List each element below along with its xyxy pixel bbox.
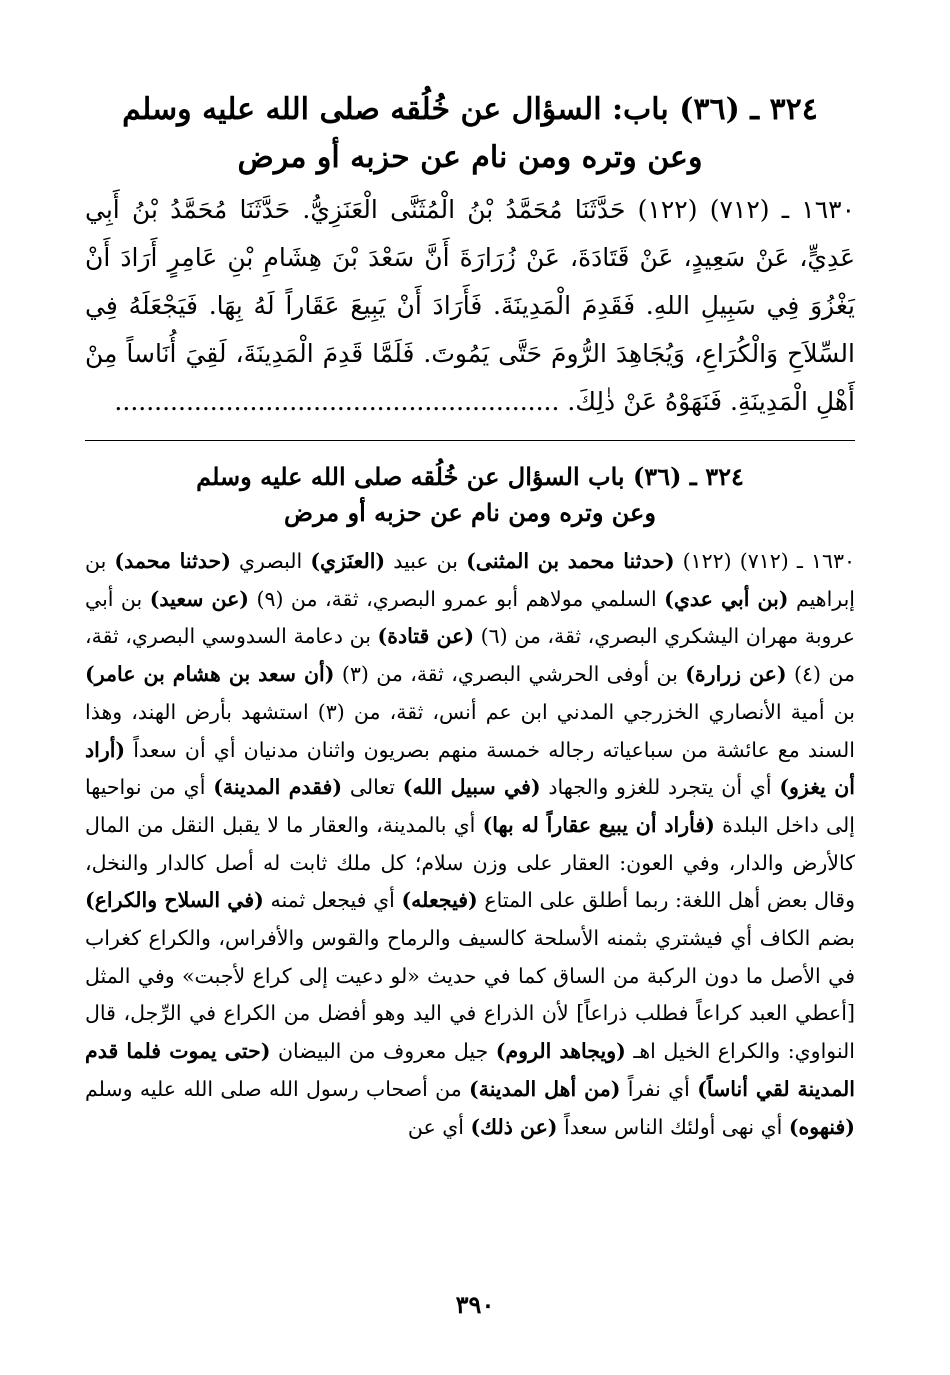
commentary-text <box>85 543 855 1146</box>
commentary-segment: أي نفراً <box>620 1076 698 1101</box>
quoted-phrase: (عن ذلك) <box>470 1114 558 1139</box>
commentary-segment: أي فيجعل ثمنه <box>263 888 402 913</box>
chapter-title-line-2: وعن وتره ومن نام عن حزبه أو مرض <box>237 140 703 175</box>
quoted-phrase: (حتى يموت فلما قدم المدينة لقي أناساً) <box>85 1039 855 1101</box>
commentary-segment: أي بالمدينة، والعقار ما لا يقبل النقل من المال كالأرض والدار، وفي العون: العقار على وزن سلام؛ كل ملك ثابت له أصل كالدار والنخل، وقال بعض أهل اللغة: ربما أطلق على المتاع <box>85 812 855 913</box>
quoted-phrase: (بن أبي عدي) <box>664 586 789 611</box>
commentary-segment: جيل معروف من البيضان <box>270 1039 496 1064</box>
quoted-phrase: (فأراد أن يبيع عقاراً له بها) <box>482 812 715 837</box>
quoted-phrase: (من أهل المدينة) <box>469 1076 621 1101</box>
commentary-segment: ١٦٣٠ ـ (٧١٢) (١٢٢) <box>674 549 856 573</box>
commentary-heading <box>85 459 855 531</box>
quoted-phrase: (في سبيل الله) <box>402 775 541 800</box>
commentary-segment: أي نهى أولئك الناس سعداً <box>557 1114 789 1139</box>
commentary-segment: بن أوفى الحرشي البصري، ثقة، من (٣) <box>334 662 686 687</box>
quoted-phrase: (عن قتادة) <box>377 624 475 649</box>
commentary-segment: بن أبي عروبة مهران اليشكري البصري، ثقة، من (٦) <box>85 586 856 649</box>
section-divider <box>85 440 855 441</box>
quoted-phrase: (حدثنا محمد بن المثنى) <box>466 549 675 573</box>
hadith-text <box>85 186 855 426</box>
quoted-phrase: (فيجعله) <box>401 888 478 913</box>
quoted-phrase: (أراد أن يغزو) <box>85 737 855 800</box>
commentary-segment: أي أن يتجرد للغزو والجهاد <box>540 775 780 800</box>
chapter-heading <box>85 90 855 178</box>
commentary-segment: أي عن <box>407 1114 471 1139</box>
commentary-title-line-2: وعن وتره ومن نام عن حزبه أو مرض <box>284 498 656 527</box>
commentary-segment: البصري <box>230 549 311 573</box>
commentary-segment: من أصحاب رسول الله صلى الله عليه وسلم <box>85 1076 470 1101</box>
commentary-paragraph <box>85 543 855 1146</box>
quoted-phrase: (فقدم المدينة) <box>213 775 343 800</box>
hadith-body: ١٦٣٠ ـ (٧١٢) (١٢٢) حَدَّثَنَا مُحَمَّدُ بْنُ الْمُثَنَّى الْعَنَزِيُّ. حَدَّثَنَا مُحَمَّدُ بْنُ أَبِي عَدِيٍّ، عَنْ سَعِيدٍ، عَنْ قَتَادَةَ، عَنْ زُرَارَةَ أَنَّ سَعْدَ بْنَ هِشَامِ بْنِ عَامِرٍ أَرَادَ أَنْ يَغْزُوَ فِي سَبِيلِ اللهِ. فَقَدِمَ الْمَدِينَةَ. فَأَرَادَ أَنْ يَبِيعَ عَقَاراً لَهُ بِهَا. فَيَجْعَلَهُ فِي السِّلاَحِ وَالْكُرَاعِ، وَيُجَاهِدَ الرُّومَ حَتَّى يَمُوتَ. فَلَمَّا قَدِمَ الْمَدِينَةَ، لَقِيَ أُنَاساً مِنْ أَهْلِ الْمَدِينَةِ. فَنَهَوْهُ عَنْ ذٰلِكَ. <box>85 195 855 416</box>
page-number: ٣٩٠ <box>455 1290 495 1319</box>
quoted-phrase: (العنَزي) <box>310 549 386 573</box>
quoted-phrase: (عن سعيد) <box>149 586 250 611</box>
chapter-title-line-1: ٣٢٤ ـ (٣٦) باب: السؤال عن خُلُقه صلى الله عليه وسلم <box>122 92 818 127</box>
commentary-segment: بن أمية الأنصاري الخزرجي المدني ابن عم أنس، ثقة، من (٣) استشهد بأرض الهند، وهذا السند مع عائشة من سباعياته رجاله خمسة منهم بصريون واثنان مدنيان أي أن سعداً <box>85 699 855 762</box>
quoted-phrase: (في السلاح والكراع) <box>85 888 264 913</box>
commentary-segment: بن إبراهيم <box>85 549 856 611</box>
page-body <box>85 90 855 1146</box>
commentary-segment: أي من نواحيها إلى داخل البلدة <box>85 775 855 837</box>
commentary-segment: بن عبيد <box>385 549 467 573</box>
commentary-segment: السلمي مولاهم أبو عمرو البصري، ثقة، من (٩) <box>249 586 665 611</box>
commentary-segment: تعالى <box>342 775 403 800</box>
commentary-segment: بضم الكاف أي فيشتري بثمنه الأسلحة كالسيف والرماح والقوس والأفراس، والكراع كغراب في الأصل ما دون الركبة من الساق كما في حديث «لو دعيت إلى كراع لأجبت» وفي المثل [أعطي العبد كراعاً فطلب ذراعاً] لأن الذراع في اليد وهو أفضل من الكراع في الرِّجل، قال النواوي: والكراع الخيل اهـ <box>85 926 855 1064</box>
continuation-dots: ........................................................ <box>114 387 560 416</box>
quoted-phrase: (أن سعد بن هشام بن عامر) <box>85 662 335 687</box>
commentary-segment: بن دعامة السدوسي البصري، ثقة، من (٤) <box>85 624 856 687</box>
quoted-phrase: (فنهوه) <box>788 1114 855 1139</box>
quoted-phrase: (ويجاهد الروم) <box>495 1039 626 1064</box>
quoted-phrase: (عن زرارة) <box>685 662 787 687</box>
quoted-phrase: (حدثنا محمد) <box>114 549 231 573</box>
commentary-title-line-1: ٣٢٤ ـ (٣٦) باب السؤال عن خُلُقه صلى الله عليه وسلم <box>196 462 744 491</box>
